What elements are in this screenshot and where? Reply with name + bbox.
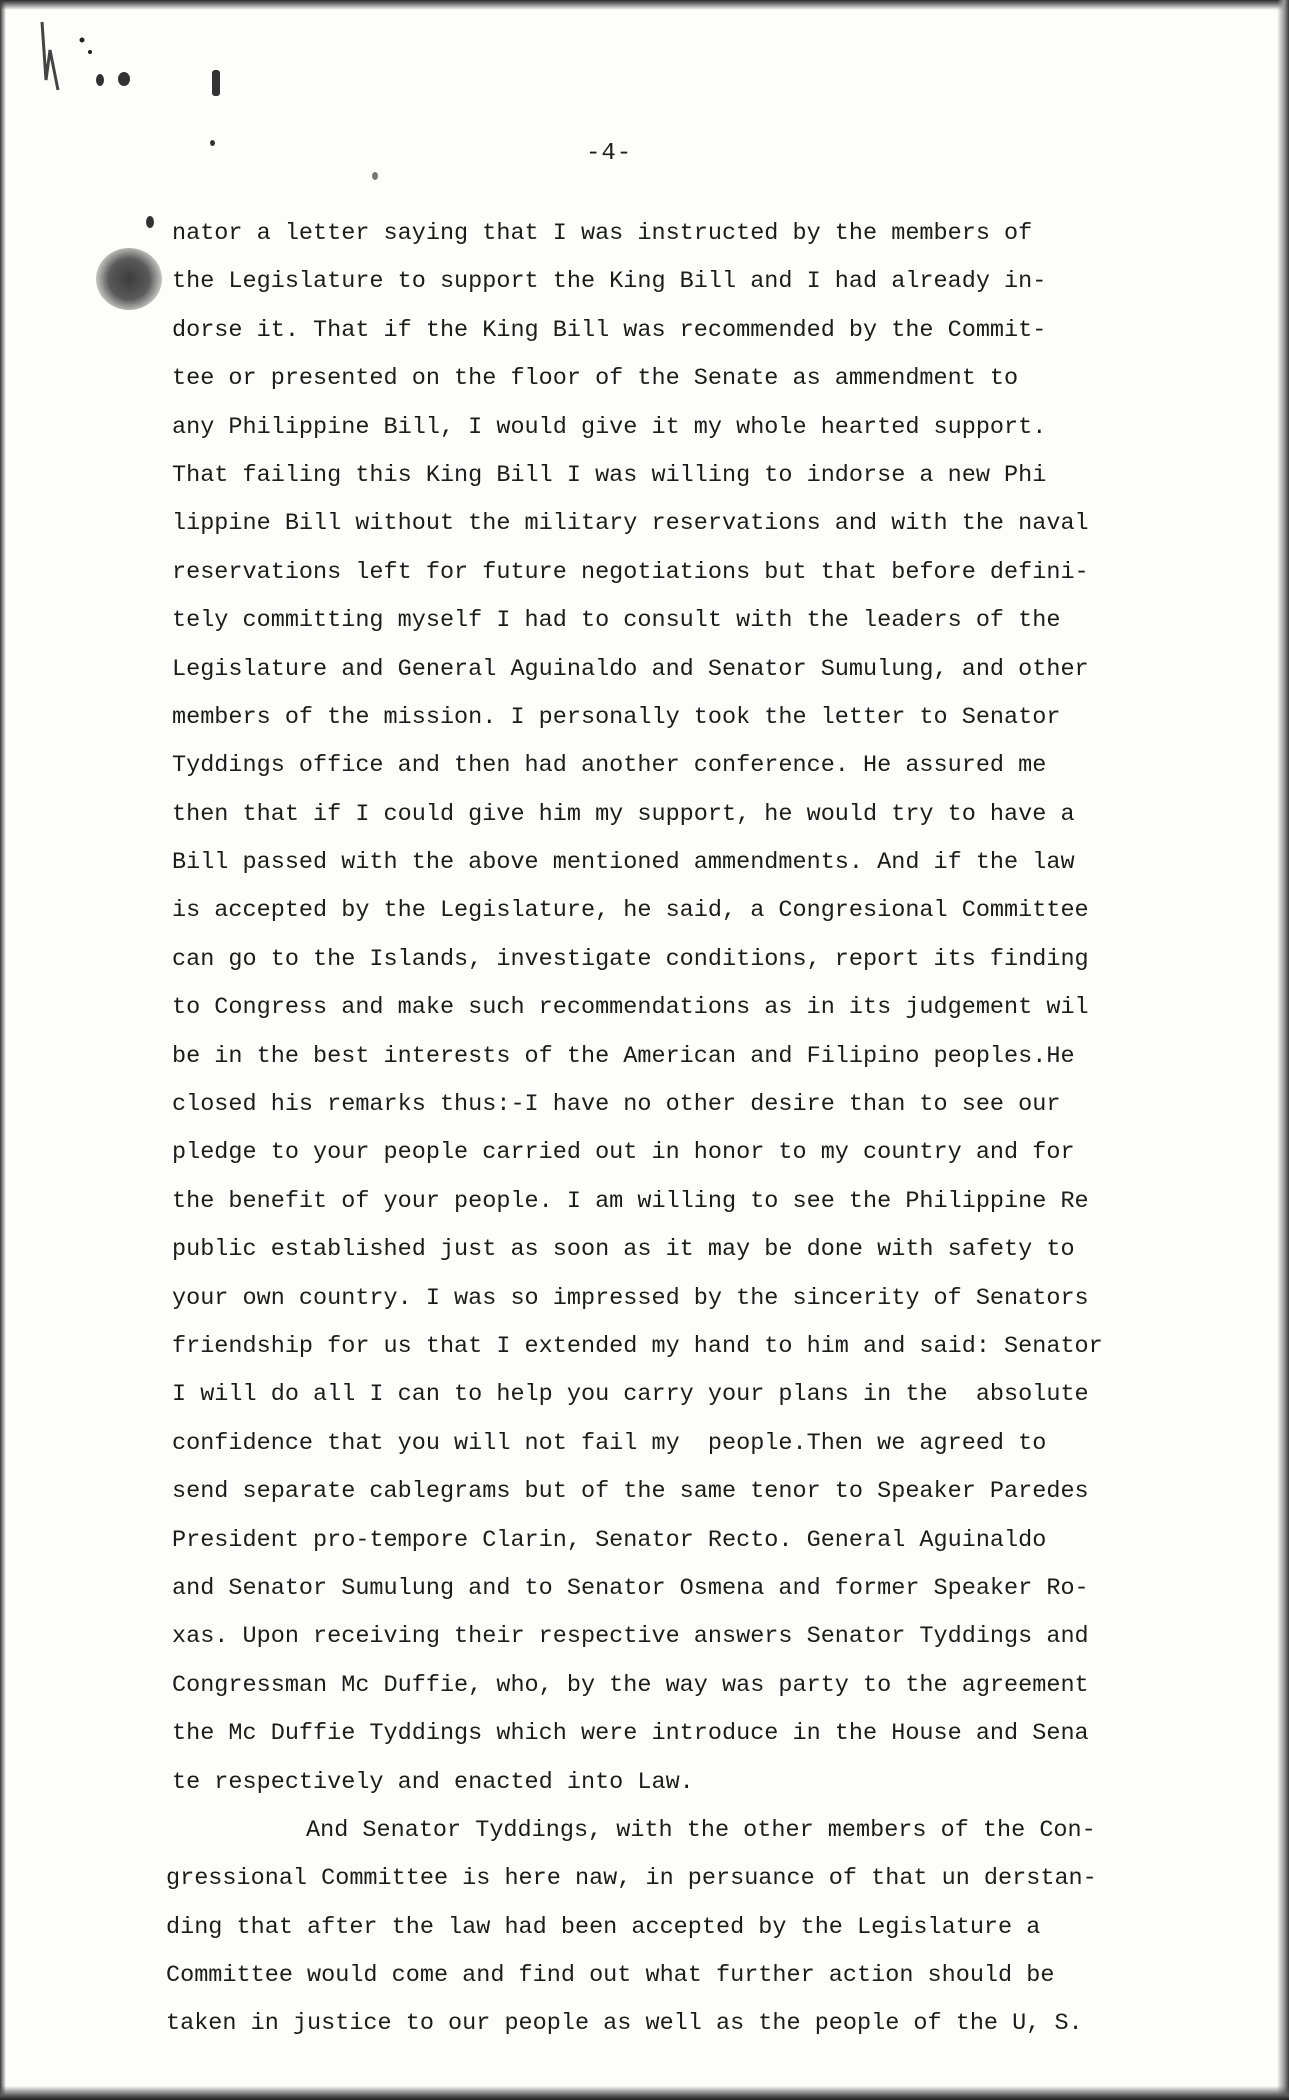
text-line: lippine Bill without the military reservations and with the naval <box>172 510 1089 538</box>
text-line: President pro-tempore Clarin, Senator Recto. General Aguinaldo <box>172 1526 1047 1554</box>
text-line: is accepted by the Legislature, he said, a Congresional Committee <box>172 897 1089 925</box>
text-line: Congressman Mc Duffie, who, by the way was party to the agreement <box>172 1671 1089 1699</box>
text-line: taken in justice to our people as well as the people of the U, S. <box>166 2010 1083 2038</box>
text-line: send separate cablegrams but of the same tenor to Speaker Paredes <box>172 1478 1089 1506</box>
text-line: reservations left for future negotiations but that before defini- <box>172 558 1089 586</box>
text-line: Tyddings office and then had another conference. He assured me <box>172 752 1047 780</box>
text-line: xas. Upon receiving their respective answers Senator Tyddings and <box>172 1623 1089 1651</box>
ink-speck <box>118 72 130 86</box>
text-line: members of the mission. I personally took the letter to Senator <box>172 703 1061 731</box>
text-line: te respectively and enacted into Law. <box>172 1768 694 1796</box>
text-line: gressional Committee is here naw, in persuance of that un derstan- <box>166 1865 1097 1893</box>
scan-edge-bottom <box>0 2086 1289 2100</box>
text-line: That failing this King Bill I was willing to indorse a new Phi <box>172 461 1047 489</box>
ink-speck <box>212 70 220 96</box>
text-line: dorse it. That if the King Bill was recommended by the Commit- <box>172 316 1047 344</box>
scan-edge-right <box>1277 0 1289 2100</box>
text-line: tee or presented on the floor of the Senate as ammendment to <box>172 365 1019 393</box>
ink-speck <box>210 140 215 146</box>
text-line: Bill passed with the above mentioned ammendments. And if the law <box>172 849 1075 877</box>
text-line: any Philippine Bill, I would give it my whole hearted support. <box>172 413 1047 441</box>
text-line: I will do all I can to help you carry your plans in the absolute <box>172 1381 1089 1409</box>
text-line: your own country. I was so impressed by the sincerity of Senators <box>172 1284 1089 1312</box>
text-line: And Senator Tyddings, with the other members of the Con- <box>306 1816 1096 1844</box>
text-line: the Legislature to support the King Bill and I had already in- <box>172 268 1047 296</box>
scan-edge-left <box>0 0 6 2100</box>
text-line: closed his remarks thus:-I have no other desire than to see our <box>172 1091 1061 1119</box>
paragraph-1 <box>172 210 1132 1807</box>
text-line: friendship for us that I extended my hand to him and said: Senator <box>172 1332 1103 1360</box>
ink-speck <box>146 216 154 228</box>
body-text <box>166 210 1132 2049</box>
paragraph-2 <box>166 1807 1132 2049</box>
text-line: Committee would come and find out what further action should be <box>166 1962 1055 1990</box>
text-line: be in the best interests of the American and Filipino peoples.He <box>172 1042 1075 1070</box>
text-line: to Congress and make such recommendations as in its judgement wil <box>172 994 1089 1022</box>
text-line: pledge to your people carried out in honor to my country and for <box>172 1139 1075 1167</box>
ink-blot <box>96 248 162 310</box>
text-line: public established just as soon as it may be done with safety to <box>172 1236 1075 1264</box>
text-line: Legislature and General Aguinaldo and Senator Sumulung, and other <box>172 655 1089 683</box>
text-line: confidence that you will not fail my people.Then we agreed to <box>172 1429 1047 1457</box>
scan-edge-top <box>0 0 1289 10</box>
corner-scan-mark <box>40 20 110 100</box>
text-line: then that if I could give him my support, he would try to have a <box>172 800 1075 828</box>
text-line: the Mc Duffie Tyddings which were introduce in the House and Sena <box>172 1720 1089 1748</box>
text-line: can go to the Islands, investigate conditions, report its finding <box>172 945 1089 973</box>
text-line: nator a letter saying that I was instructed by the members of <box>172 220 1033 247</box>
text-line: ding that after the law had been accepted by the Legislature a <box>166 1913 1041 1941</box>
text-line: the benefit of your people. I am willing to see the Philippine Re <box>172 1187 1089 1215</box>
text-line: and Senator Sumulung and to Senator Osmena and former Speaker Ro- <box>172 1574 1089 1602</box>
page-number: -4- <box>586 140 633 167</box>
text-line: tely committing myself I had to consult with the leaders of the <box>172 607 1061 635</box>
ink-speck <box>372 172 378 180</box>
